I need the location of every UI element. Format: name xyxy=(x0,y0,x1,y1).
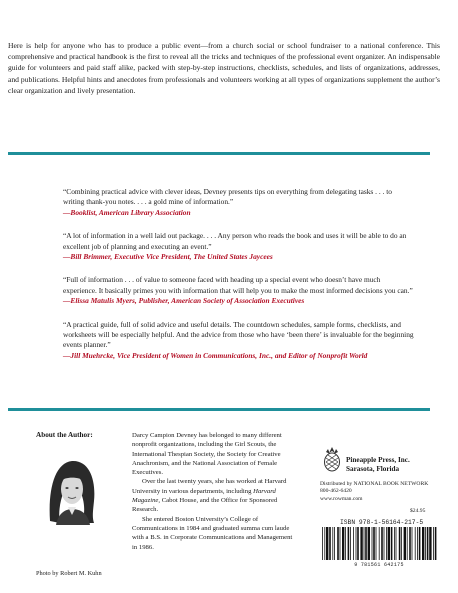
price-label: $24.95 xyxy=(410,508,426,514)
distributor-info xyxy=(320,481,438,503)
quote-text: “A practical guide, full of solid advice and useful details. The countdown schedules, sample forms, checklists, and worksheets will be especially helpful. And the advice from those who have ‘been there’ is invaluable for the beginning events planner.” xyxy=(63,319,414,350)
publisher-location-line: Sarasota, Florida xyxy=(346,465,400,473)
author-bio xyxy=(132,431,294,552)
quote-attribution: —Jill Muehrcke, Vice President of Women in Communications, Inc., and Editor of Nonprofit World xyxy=(63,350,368,360)
bio-text: , Cabot House, and the Office for Sponsored Research. xyxy=(132,497,278,514)
distributor-name: Distributed by NATIONAL BOOK NETWORK xyxy=(320,481,429,487)
author-photo xyxy=(42,451,100,525)
photo-credit: Photo by Robert M. Kuhn xyxy=(36,570,102,577)
bio-italic-title: Harvard Magazine xyxy=(132,487,276,505)
quote-text: “A lot of information in a well laid out package. . . . Any person who reads the book and uses it will be able to do an excellent job of planning and executing an event.” xyxy=(63,231,407,251)
review-quotes xyxy=(63,187,415,361)
review-quote xyxy=(63,231,415,262)
barcode-digits: 9 781561 642175 xyxy=(354,562,404,568)
quote-attribution: —Elissa Matulis Myers, Publisher, American Society of Association Executives xyxy=(63,296,305,306)
publisher-name-line: Pineapple Press, Inc. xyxy=(346,456,410,464)
about-author-label: About the Author: xyxy=(36,431,93,439)
bio-paragraph xyxy=(132,477,294,514)
publisher-name xyxy=(346,456,431,474)
quote-text: “Full of information . . . of value to someone faced with heading up a special event who doesn’t have much experience. It basically primes you with information that will help you to make the most informed decisions you can.” xyxy=(63,275,413,295)
quote-attribution: —Booklist, American Library Association xyxy=(63,207,191,217)
bio-paragraph: Darcy Campion Devney has belonged to many different nonprofit organizations, including the Girl Scouts, the International Thespian Society, the Society for Creative Anachronism, and the National Association of Female Executives. xyxy=(132,432,282,477)
review-quote xyxy=(63,187,415,218)
barcode xyxy=(320,527,438,560)
distributor-phone: 800-462-6420 xyxy=(320,488,352,495)
isbn-label: ISBN 978-1-56164-217-5 xyxy=(340,519,424,526)
review-quote xyxy=(63,320,415,362)
back-cover-blurb: Here is help for anyone who has to produce a public event—from a church social or school fundraiser to a national conference. This comprehensive and practical handbook is the first to reveal all the tricks and techniques of the professional event organizer. An indispensable guide for volunteers and paid staff alike, packed with step-by-step instructions, checklists, schedules, and lists of organizations, addresses, and publications. Helpful hints and anecdotes from professionals and volunteers working at all types of organizations supplement the author’s clear organization and lively presentation. xyxy=(8,41,440,95)
bottom-divider xyxy=(8,408,430,411)
bio-paragraph: She entered Boston University’s College of Communications in 1984 and graduated summa cum laude with a B.S. in Corporate Communications and Management in 1986. xyxy=(132,515,293,551)
quote-attribution: —Bill Brimmer, Executive Vice President, The United States Jaycees xyxy=(63,252,273,262)
review-quote xyxy=(63,275,415,306)
distributor-website: www.rowman.com xyxy=(320,495,363,502)
quote-text: “Combining practical advice with clever ideas, Devney presents tips on everything from delegating tasks . . . to writing thank-you notes. . . . a gold mine of information.” xyxy=(63,187,392,207)
bio-text: Over the last twenty years, she has worked at Harvard University in various departments, including xyxy=(132,478,287,495)
top-divider xyxy=(8,152,430,155)
pineapple-logo-icon xyxy=(320,446,344,472)
